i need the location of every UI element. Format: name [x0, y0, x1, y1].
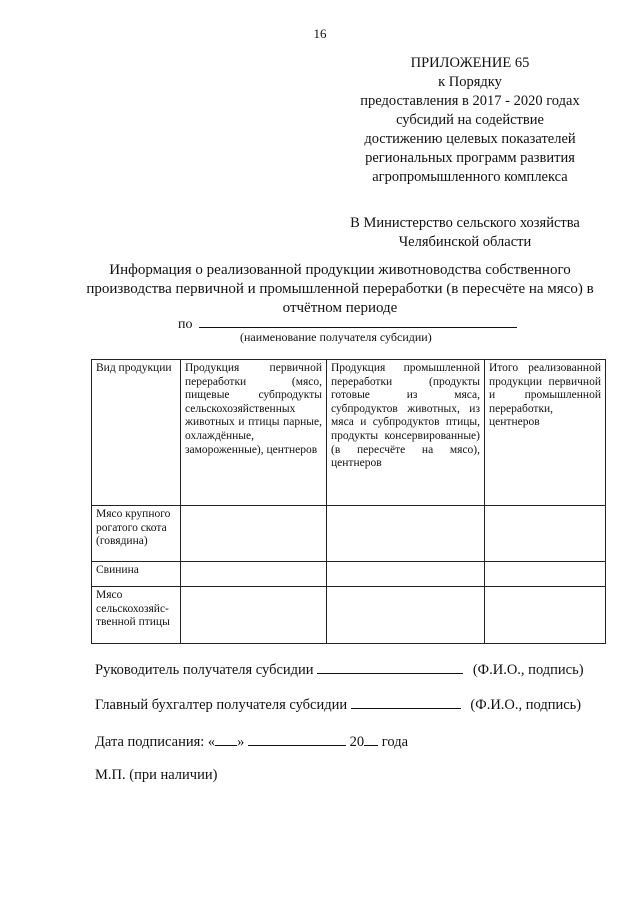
date-year-field[interactable]	[364, 733, 378, 746]
accountant-signature-field[interactable]	[351, 696, 461, 709]
table-row	[92, 506, 606, 562]
accountant-suffix: (Ф.И.О., подпись)	[470, 697, 582, 713]
table-cell[interactable]	[327, 587, 485, 644]
accountant-label: Главный бухгалтер получателя субсидии	[95, 697, 348, 713]
stamp-note: М.П. (при наличии)	[95, 767, 218, 783]
signing-date-line	[95, 733, 408, 751]
table-cell[interactable]	[327, 562, 485, 587]
appendix-line: к Порядку	[438, 74, 502, 90]
table-cell[interactable]	[327, 506, 485, 562]
addressee-line: Челябинской области	[398, 234, 532, 250]
row-label: Свинина	[92, 562, 181, 587]
page-number: 16	[313, 26, 327, 41]
table-row	[92, 562, 606, 587]
header-total: Итого реализованной продукции первичной и промышленной переработки, центнеров	[485, 360, 606, 506]
table-row	[92, 587, 606, 644]
header-product-type: Вид продукции	[92, 360, 181, 506]
table-cell[interactable]	[181, 587, 327, 644]
date-close-quote: »	[237, 734, 245, 750]
recipient-caption: (наименование получателя субсидии)	[240, 330, 432, 344]
head-suffix: (Ф.И.О., подпись)	[472, 662, 584, 678]
date-month-field[interactable]	[248, 733, 346, 746]
recipient-field[interactable]	[199, 315, 517, 328]
products-table	[91, 359, 606, 644]
table-cell[interactable]	[485, 587, 606, 644]
date-prefix: Дата подписания: «	[95, 734, 216, 750]
header-primary-processing: Продукция первичной переработки (мясо, пищевые субпродукты сельскохозяйственных животных и птицы парные, охлаждённые, замороженные), центнеров	[181, 360, 327, 506]
table-cell[interactable]	[485, 506, 606, 562]
appendix-line: агропромышленного комплекса	[372, 169, 568, 185]
row-label: Мясо крупного рогатого скота (говядина)	[92, 506, 181, 562]
date-year-suffix: года	[381, 734, 409, 750]
appendix-block	[340, 54, 600, 187]
table-cell[interactable]	[181, 562, 327, 587]
appendix-line: региональных программ развития	[365, 150, 575, 166]
addressee-line: В Министерство сельского хозяйства	[350, 215, 580, 231]
appendix-title: ПРИЛОЖЕНИЕ 65	[410, 55, 530, 71]
head-label: Руководитель получателя субсидии	[95, 662, 314, 678]
document-title: Информация о реализованной продукции животноводства собственного производства первичной и промышленной переработки (в пересчёте на мясо) в отчётном периоде	[86, 262, 594, 316]
appendix-line: предоставления в 2017 - 2020 годах	[360, 93, 580, 109]
head-signature-line	[95, 661, 584, 679]
accountant-signature-line	[95, 696, 581, 714]
appendix-line: субсидий на содействие	[396, 112, 544, 128]
date-day-field[interactable]	[215, 733, 237, 746]
table-cell[interactable]	[485, 562, 606, 587]
table-cell[interactable]	[181, 506, 327, 562]
table-header-row	[92, 360, 606, 506]
header-industrial-processing: Продукция промышленной переработки (продукты готовые из мяса, субпродуктов животных, из мяса и субпродуктов птицы, продукты консервированные) (в пересчёте на мясо), центнеров	[327, 360, 485, 506]
date-year-prefix: 20	[349, 734, 365, 750]
appendix-line: достижению целевых показателей	[364, 131, 576, 147]
head-signature-field[interactable]	[317, 661, 463, 674]
row-label: Мясо сельскохозяйс-твенной птицы	[92, 587, 181, 644]
recipient-prefix: по	[178, 317, 193, 332]
addressee-block	[330, 214, 600, 252]
